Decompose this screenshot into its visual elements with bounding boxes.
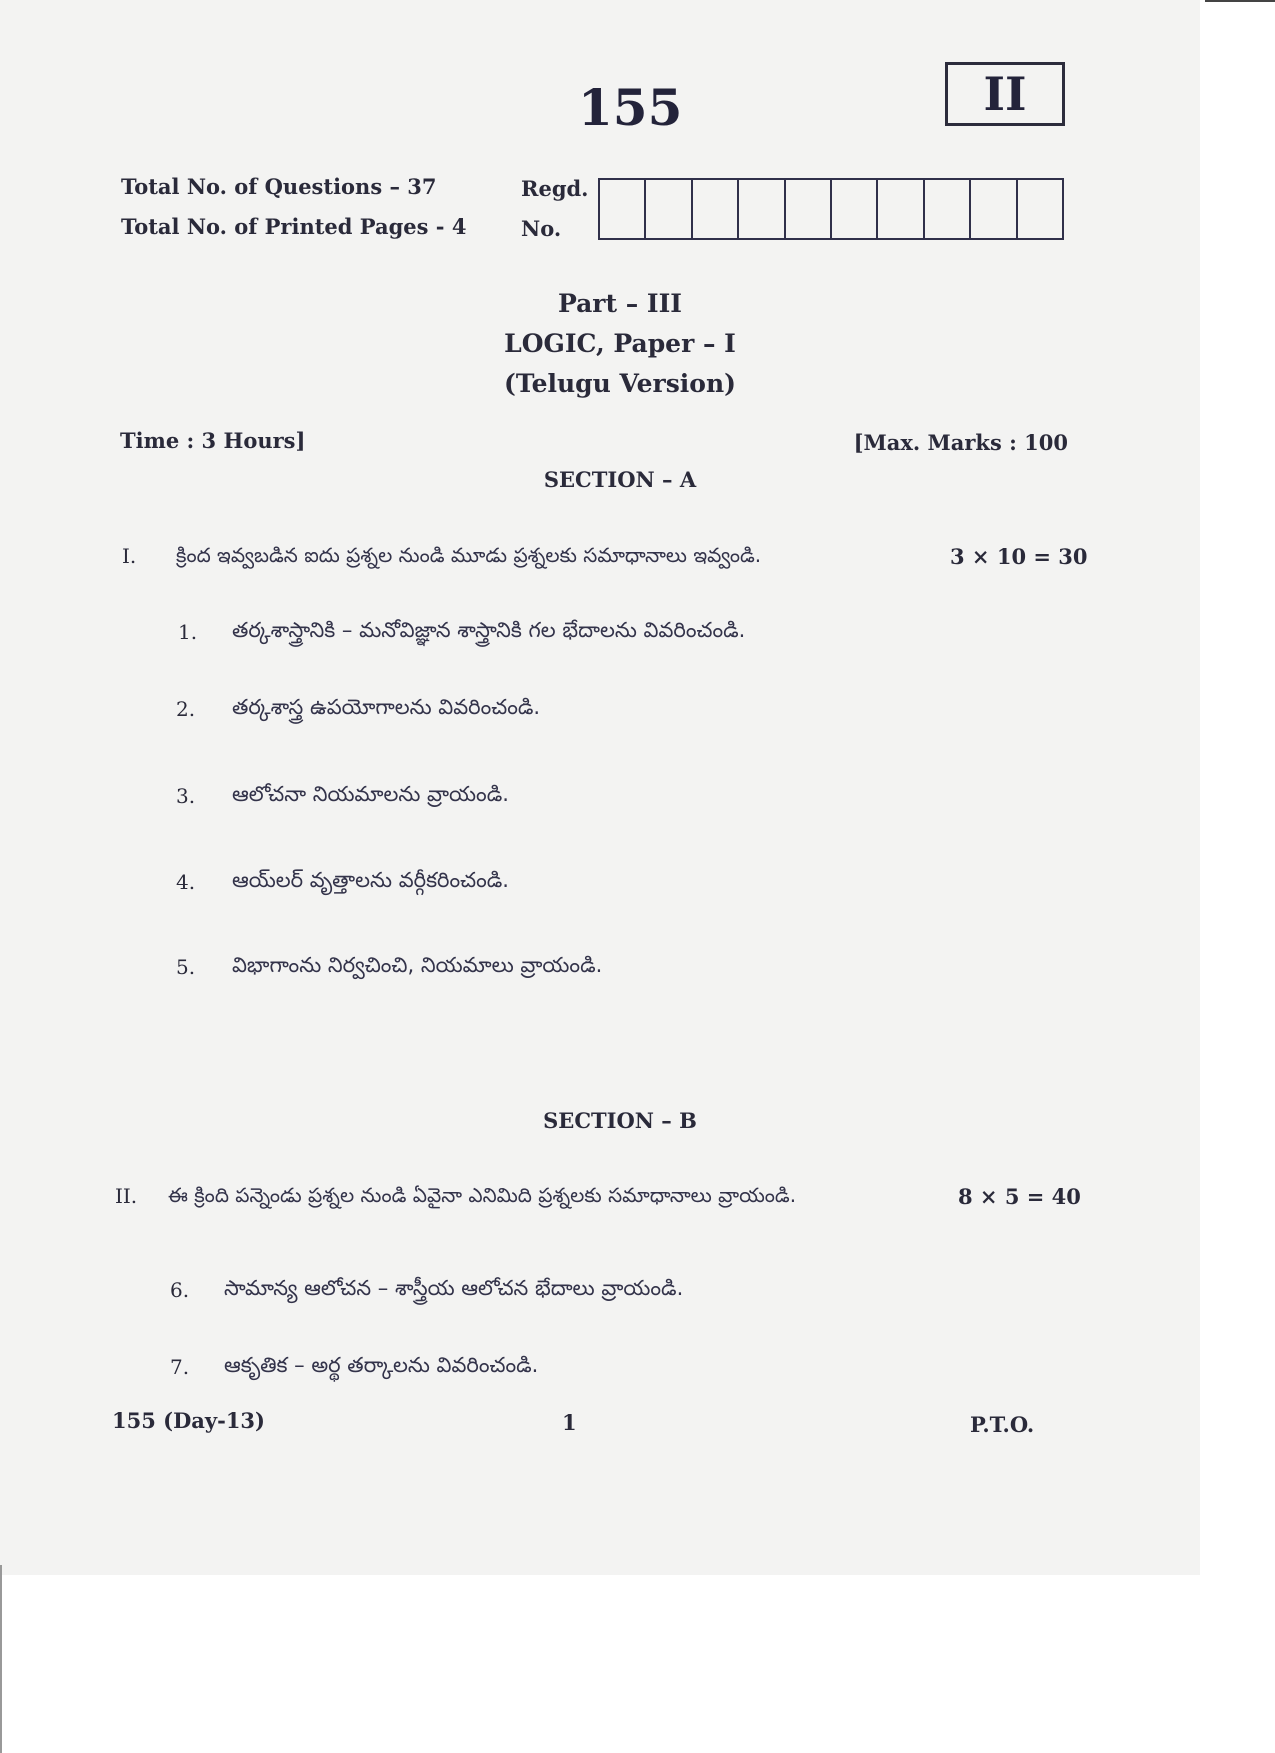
regd-number-boxes[interactable] xyxy=(598,178,1064,240)
section-b-instruction: ఈ క్రింది పన్నెండు ప్రశ్నల నుండి ఏవైనా ఎనిమిది ప్రశ్నలకు సమాధానాలు వ్రాయండి. xyxy=(168,1183,797,1207)
max-marks: [Max. Marks : 100 xyxy=(853,430,1068,455)
question-text: ఆలోచనా నియమాలను వ్రాయండి. xyxy=(232,782,509,806)
no-label: No. xyxy=(521,216,562,241)
question-number: 7. xyxy=(170,1355,190,1379)
series-box xyxy=(945,62,1065,126)
total-pages: Total No. of Printed Pages - 4 xyxy=(121,214,467,239)
total-questions: Total No. of Questions – 37 xyxy=(121,174,437,199)
section-b-heading: SECTION – B xyxy=(543,1108,697,1133)
footer-code: 155 (Day-13) xyxy=(112,1408,265,1433)
question-text: తర్కశాస్త్ర ఉపయోగాలను వివరించండి. xyxy=(232,695,541,719)
regd-label: Regd. xyxy=(521,176,589,201)
question-number: 5. xyxy=(176,955,196,979)
question-number: 3. xyxy=(176,784,196,808)
scan-corner xyxy=(1205,0,1275,2)
question-text: ఆయ్‌లర్ వృత్తాలను వర్గీకరించండి. xyxy=(232,868,509,892)
section-a-marks: 3 × 10 = 30 xyxy=(950,544,1088,569)
paper-code: 155 xyxy=(578,78,683,137)
question-text: తర్కశాస్త్రానికి – మనోవిజ్ఞాన శాస్త్రానికి గల భేదాలను వివరించండి. xyxy=(232,618,746,642)
section-b-number: II. xyxy=(115,1184,138,1208)
section-a-number: I. xyxy=(122,544,137,568)
time-label: Time : 3 Hours] xyxy=(120,428,306,453)
question-number: 2. xyxy=(176,697,196,721)
pto-label: P.T.O. xyxy=(970,1412,1035,1437)
question-text: విభాగాంను నిర్వచించి, నియమాలు వ్రాయండి. xyxy=(232,953,603,977)
question-number: 1. xyxy=(178,620,198,644)
series-label: II xyxy=(983,67,1027,121)
page-number: 1 xyxy=(562,1410,577,1435)
subject-title: LOGIC, Paper – I xyxy=(504,329,736,358)
question-text: సామాన్య ఆలోచన – శాస్త్రీయ ఆలోచన భేదాలు వ్రాయండి. xyxy=(224,1276,684,1300)
section-a-heading: SECTION – A xyxy=(543,467,697,492)
question-number: 4. xyxy=(176,870,196,894)
question-text: ఆకృతిక – అర్థ తర్కాలను వివరించండి. xyxy=(224,1353,539,1377)
question-number: 6. xyxy=(170,1278,190,1302)
section-b-marks: 8 × 5 = 40 xyxy=(958,1184,1081,1209)
part-title: Part – III xyxy=(557,289,683,318)
version-title: (Telugu Version) xyxy=(504,369,736,398)
section-a-instruction: క్రింద ఇవ్వబడిన ఐదు ప్రశ్నల నుండి మూడు ప్రశ్నలకు సమాధానాలు ఇవ్వండి. xyxy=(176,543,762,567)
scan-edge xyxy=(0,1565,2,1753)
